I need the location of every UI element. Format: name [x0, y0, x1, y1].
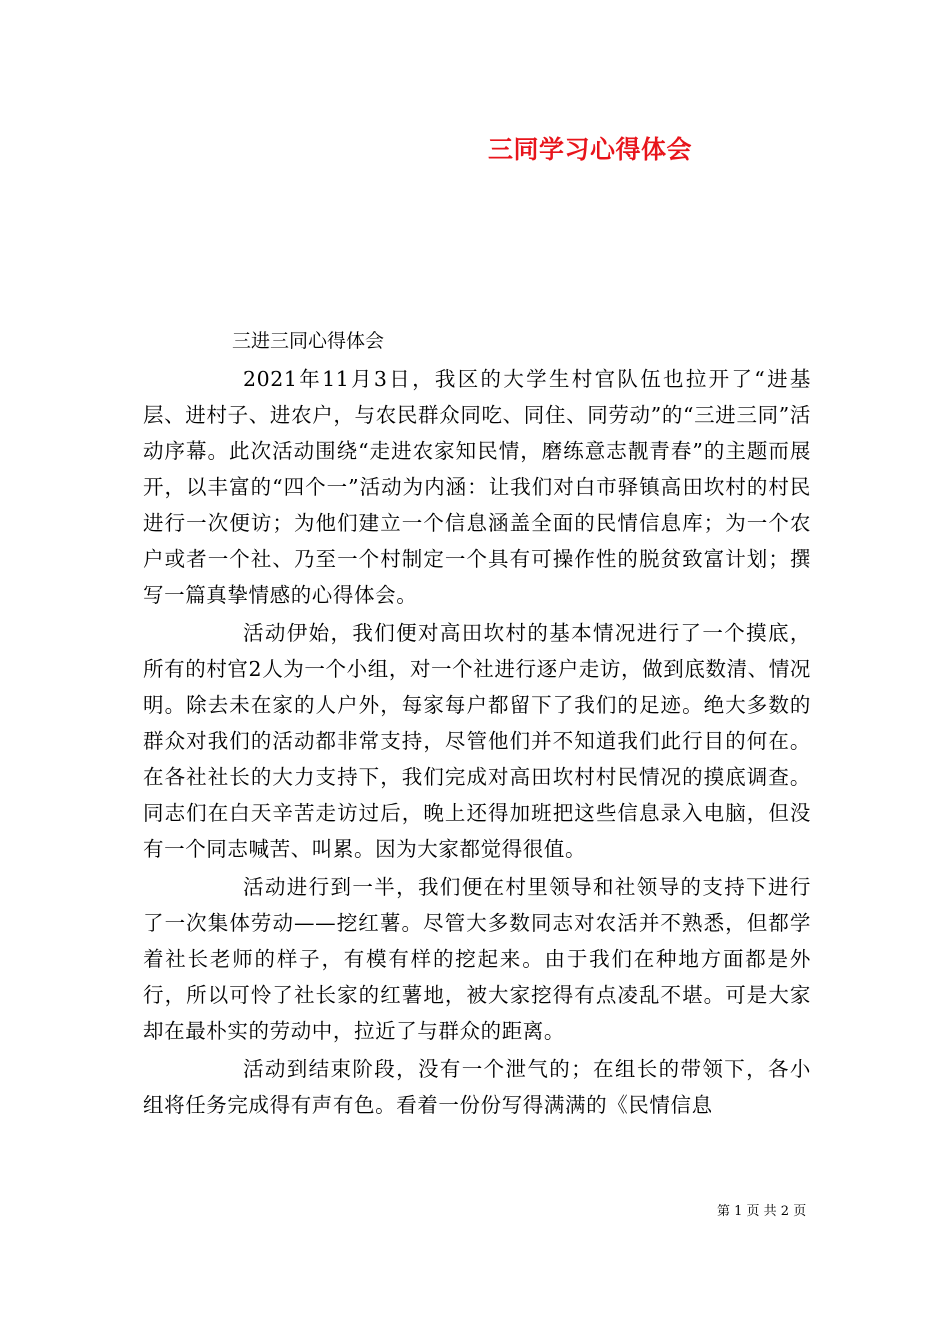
page-number-footer: 第 1 页 共 2 页: [717, 1204, 807, 1219]
paragraph-2: 活动伊始，我们便对高田坎村的基本情况进行了一个摸底，所有的村官2人为一个小组，对一个社进行逐户走访，做到底数清、情况明。除去未在家的人户外，每家每户都留下了我们的足迹。绝大多数的群众对我们的活动都非常支持，尽管他们并不知道我们此行目的何在。在各社社长的大力支持下，我们完成对高田坎村村民情况的摸底调查。同志们在白天辛苦走访过后，晚上还得加班把这些信息录入电脑，但没有一个同志喊苦、叫累。因为大家都觉得很值。: [143, 621, 811, 861]
paragraph-1: 2021年11月3日，我区的大学生村官队伍也拉开了“进基层、进村子、进农户，与农民群众同吃、同住、同劳动”的“三进三同”活动序幕。此次活动围绕“走进农家知民情，磨练意志靓青春”的主题而展开，以丰富的“四个一”活动为内涵：让我们对白市驿镇高田坎村的村民进行一次便访；为他们建立一个信息涵盖全面的民情信息库；为一个农户或者一个社、乃至一个村制定一个具有可操作性的脱贫致富计划；撰写一篇真挚情感的心得体会。: [143, 367, 811, 607]
document-body: [143, 361, 811, 1125]
paragraph-4: 活动到结束阶段，没有一个泄气的；在组长的带领下，各小组将任务完成得有声有色。看着一份份写得满满的《民情信息: [143, 1057, 811, 1117]
paragraph-3: 活动进行到一半，我们便在村里领导和社领导的支持下进行了一次集体劳动——挖红薯。尽管大多数同志对农活并不熟悉，但都学着社长老师的样子，有模有样的挖起来。由于我们在种地方面都是外行，所以可怜了社长家的红薯地，被大家挖得有点凌乱不堪。可是大家却在最朴实的劳动中，拉近了与群众的距离。: [143, 875, 811, 1043]
document-subtitle: 三进三同心得体会: [232, 330, 385, 352]
document-title: 三同学习心得体会: [488, 135, 693, 164]
